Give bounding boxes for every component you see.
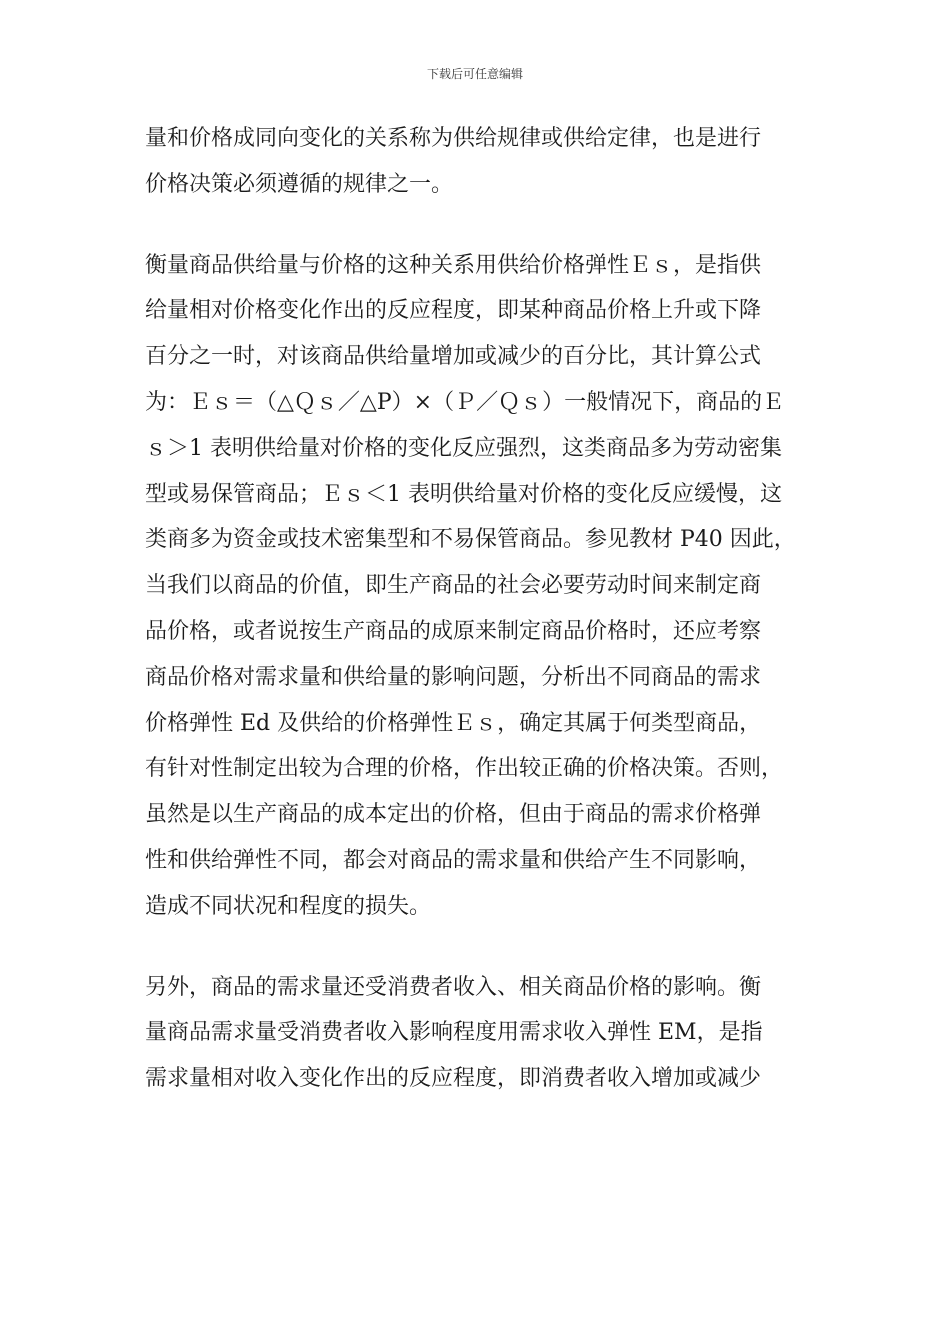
text-line: 当我们以商品的价值，即生产商品的社会必要劳动时间来制定商 [145,573,762,599]
page-header: 下载后可任意编辑 [426,67,523,81]
text-line: 商品价格对需求量和供给量的影响问题，分析出不同商品的需求 [145,664,762,690]
text-line: 需求量相对收入变化作出的反应程度，即消费者收入增加或减少 [145,1066,762,1092]
text-line: 为：Ｅｓ＝（△Ｑｓ／△P）×（Ｐ／Ｑｓ）一般情况下，商品的Ｅ [145,389,785,415]
text-line: 另外，商品的需求量还受消费者收入、相关商品价格的影响。衡 [145,974,762,1000]
text-line: 型或易保管商品；Ｅｓ＜1 表明供给量对价格的变化反应缓慢，这 [145,481,782,507]
text-line: 百分之一时，对该商品供给量增加或减少的百分比，其计算公式 [145,344,762,370]
text-line: 量和价格成同向变化的关系称为供给规律或供给定律，也是进行 [145,126,762,151]
text-line: 量商品需求量受消费者收入影响程度用需求收入弹性 EM，是指 [145,1020,763,1046]
text-line: 造成不同状况和程度的损失。 [145,893,432,919]
document-body [145,116,805,1102]
text-line: 性和供给弹性不同，都会对商品的需求量和供给产生不同影响， [145,847,762,873]
paragraph-gap [145,930,805,965]
text-line: ｓ＞1 表明供给量对价格的变化反应强烈，这类商品多为劳动密集 [145,435,782,461]
text-line: 衡量商品供给量与价格的这种关系用供给价格弹性Ｅｓ，是指供 [145,252,762,278]
text-line: 类商多为资金或技术密集型和不易保管商品。参见教材 P40 因此， [145,527,796,553]
text-line: 给量相对价格变化作出的反应程度，即某种商品价格上升或下降 [145,298,762,324]
text-line: 有针对性制定出较为合理的价格，作出较正确的价格决策。否则， [145,756,784,782]
text-line: 价格弹性 Ed 及供给的价格弹性Ｅｓ，确定其属于何类型商品， [145,710,762,736]
text-line: 虽然是以生产商品的成本定出的价格，但由于商品的需求价格弹 [145,802,762,828]
paragraph-gap [145,208,805,243]
text-line: 品价格，或者说按生产商品的成原来制定商品价格时，还应考察 [145,618,762,644]
paragraph-supply-law [145,116,805,208]
paragraph-supply-elasticity [145,243,805,930]
paragraph-income-elasticity [145,965,805,1102]
text-line: 价格决策必须遵循的规律之一。 [145,171,454,197]
